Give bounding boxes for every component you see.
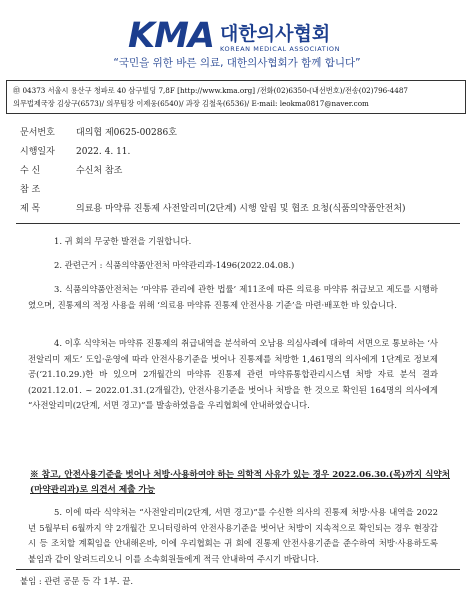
date-value: 2022. 4. 11. (76, 147, 131, 157)
org-name-ko: 대한의사협회 (220, 23, 331, 45)
attachment-divider (16, 569, 460, 570)
contact-address-line: ㊞ 04373 서울시 용산구 청파로 40 삼구빌딩 7,8F [http://www.kma.org] /전화(02)6350-(내선번호)/전송(02)796-4487 (13, 86, 408, 95)
paragraph-4: 4. 이후 식약처는 마약류 진통제의 취급내역을 분석하여 오남용 의심사례에 대하여 서면으로 통보하는 ‘사전알리미 제도’ 도입·운영에 따라 안전사용기준을 벗어나 진통제를 처방한 1,461명의 의사에게 1단계로 정보제공(‘21.10.29.)한 바 있으며 2개월간의 마약류 진통제 관련 마약류통합관리시스템 처방 자료 분석 결과(2021.12.01. ~ 2022.01.31.(2개월간), 안전사용기준을 벗어나 처방을 한 것으로 확인된 164명의 의사에게 “사전알리미(2단계, 서면 경고)”를 발송하였음을 우리협회에 안내하였습니다. (28, 338, 438, 410)
doc-number-label: 문서번호 (20, 128, 55, 138)
recipient-label: 수 신 (20, 166, 41, 176)
recipient-value: 수신처 참조 (76, 166, 123, 176)
date-label: 시행일자 (20, 147, 55, 157)
subject-row (20, 200, 406, 219)
slogan: “국민을 위한 바른 의료, 대한의사협회가 함께 합니다” (113, 57, 361, 69)
paragraph-2: 2. 관련근거 : 식품의약품안전처 마약관리과-1496(2022.04.08.) (54, 260, 295, 270)
org-name-en: KOREAN MEDICAL ASSOCIATION (220, 45, 341, 53)
recipient-row (20, 162, 406, 181)
kma-logo (128, 18, 340, 54)
kma-logo-mark: KMA (128, 16, 215, 56)
doc-number-value: 대의협 제0625-00286호 (76, 128, 177, 138)
contact-box (6, 80, 466, 114)
date-row (20, 143, 406, 162)
paragraph-5: 5. 이에 따라 식약처는 “사전알리미(2단계, 서면 경고)”를 수신한 의사의 진통제 처방·사용 내역을 2022년 5월부터 6월까지 약 2개월간 모니터링하여 안전사용기준을 벗어난 처방이 지속적으로 확인되는 경우 현장감시 등 조치할 계획임을 안내해온바, 이에 우리협회는 귀 회에 진통제 안전사용기준을 준수하여 처방·사용하도록 붙임과 같이 알려드리오니 이를 소속회원들에게 적극 안내하여 주시기 바랍니다. (28, 507, 438, 564)
reference-label: 참 조 (20, 185, 41, 195)
subject-value: 의료용 마약류 진통제 사전알리미(2단계) 시행 알림 및 협조 요청(식품의약품안전처) (76, 204, 406, 214)
contact-staff-line: 의무법제국장 김상구(6573)/ 의무팀장 이제웅(6540)/ 과장 김철욱(6536)/ E-mail: leokma0817@naver.com (13, 99, 369, 108)
subject-label: 제 목 (20, 204, 41, 214)
paragraph-1: 1. 귀 회의 무궁한 발전을 기원합니다. (54, 236, 192, 246)
notice-paragraph: ※ 참고, 안전사용기준을 벗어나 처방·사용하여야 하는 의학적 사유가 있는 경우 2022.06.30.(목)까지 식약처(마약관리과)로 의견서 제출 가능 (30, 470, 450, 495)
attachment-line: 붙임 : 관련 공문 등 각 1부. 끝. (20, 576, 134, 586)
subject-divider (16, 223, 460, 224)
paragraph-3: 3. 식품의약품안전처는 ‘마약류 관리에 관한 법률’ 제11조에 따른 의료용 마약류 취급보고 제도를 시행하였으며, 진통제의 적정 사용을 위해 ‘의료용 마약류 진통제 안전사용 기준’을 마련·배포한 바 있습니다. (28, 284, 438, 310)
reference-row (20, 181, 406, 200)
document-meta (20, 124, 406, 219)
letterhead (0, 0, 474, 80)
doc-number-row (20, 124, 406, 143)
org-name (220, 23, 340, 54)
